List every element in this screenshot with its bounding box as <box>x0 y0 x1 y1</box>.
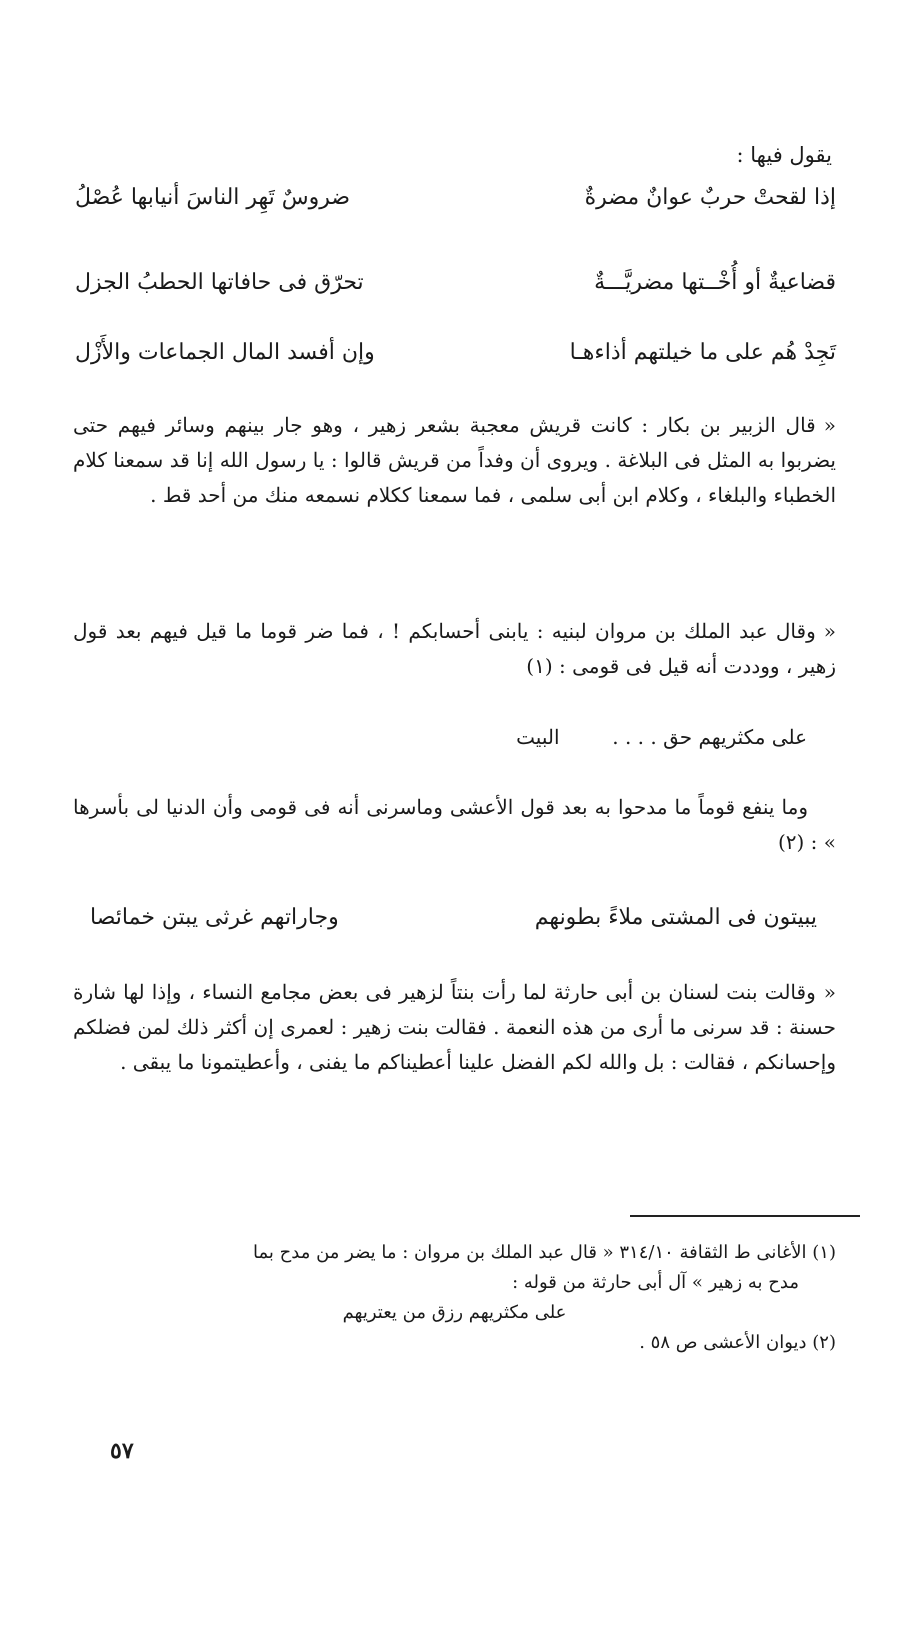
verse-line <box>90 895 817 939</box>
page-number: ٥٧ <box>110 1438 134 1464</box>
verse-second-hemistich: ضروسٌ تَهِر الناسَ أنيابها عُصْلُ <box>75 184 351 210</box>
paragraph-bullet: « <box>823 413 836 437</box>
footnote-1: (١) الأغانى ط الثقافة ٣١٤/١٠ « قال عبد الملك بن مروان : ما يضر من مدح بما <box>253 1242 836 1263</box>
quoted-verse-fragment: على مكثريهم حق . . . . البيت <box>516 725 807 749</box>
verse-line <box>75 330 836 374</box>
verse-second-hemistich: وإن أفسد المال الجماعات والأَزْل <box>75 339 375 365</box>
verse-line <box>75 260 836 304</box>
paragraph-asha: وما ينفع قوماً ما مدحوا به بعد قول الأعشى وماسرنى أنه فى قومى وأن الدنيا لى بأسرها » : (٢) <box>73 795 836 854</box>
paragraph-bullet: « <box>823 619 836 643</box>
paragraph-zubair: «قال الزبير بن بكار : كانت قريش معجبة بشعر زهير ، وهو جار بينهم وسائر فيهم حتى يضربوا به المثل فى البلاغة . ويروى أن وفداً من قريش قالوا : يا رسول الله إنا قد سمعنا كلام الخطباء والبلغاء ، وكلام ابن أبى سلمى ، فما سمعنا ككلام نسمعه منك من أحد قط . <box>73 413 836 507</box>
verse-second-hemistich: وجاراتهم غرثى يبتن خمائصا <box>90 904 339 930</box>
paragraph-daughters: «وقالت بنت لسنان بن أبى حارثة لما رأت بنتاً لزهير فى بعض مجامع النساء ، وإذا لها شارة حسنة : قد سرنى ما أرى من هذه النعمة . فقالت بنت زهير : لعمرى إن أكثر ذلك لمن فضلكم وإحسانكم ، فقالت : بل والله لكم الفضل علينا أعطيناكم ما يفنى ، وأعطيتمونا ما يبقى . <box>73 980 836 1074</box>
verse-first-hemistich: قضاعيةٌ أو أُخْــتها مضريَّـــةٌ <box>594 269 836 295</box>
footnote-1-verse: على مكثريهم رزق من يعتريهم <box>342 1302 567 1323</box>
verse-first-hemistich: إذا لقحتْ حربٌ عوانٌ مضرةٌ <box>584 184 836 210</box>
footnote-1-continuation: مدح به زهير » آل أبى حارثة من قوله : <box>512 1272 799 1293</box>
verse-line <box>75 175 836 219</box>
footnote-2: (٢) ديوان الأعشى ص ٥٨ . <box>639 1332 836 1353</box>
intro-line: يقول فيها : <box>736 143 832 167</box>
verse-first-hemistich: تَجِدْ هُم على ما خيلتهم أذاءهـا <box>569 339 836 365</box>
footnote-separator <box>630 1215 860 1217</box>
verse-first-hemistich: يبيتون فى المشتى ملاءً بطونهم <box>534 904 817 930</box>
paragraph-abdulmalik: «وقال عبد الملك بن مروان لبنيه : يابنى أحسابكم ! ، فما ضر قوما ما قيل فيهم بعد قول زهير ، ووددت أنه قيل فى قومى : (١) <box>73 619 836 678</box>
paragraph-bullet: « <box>823 980 836 1004</box>
verse-second-hemistich: تحرّق فى حافاتها الحطبُ الجزل <box>75 269 364 295</box>
